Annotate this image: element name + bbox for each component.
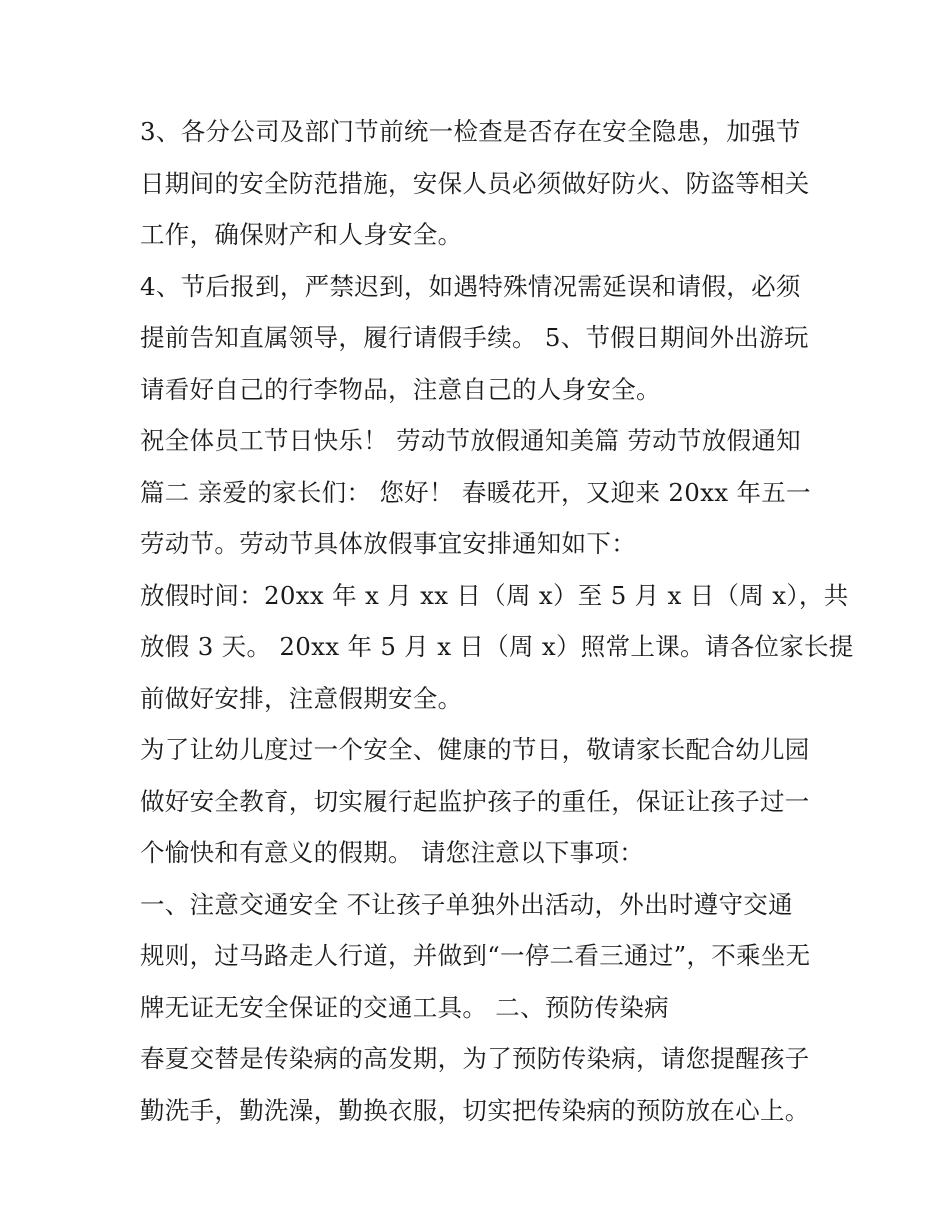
text-line: 放假 3 天。 20xx 年 5 月 x 日（周 x）照常上课。请各位家长提 [140, 632, 854, 661]
text-line: 日期间的安全防范措施，安保人员必须做好防火、防盗等相关 [140, 168, 810, 198]
text-line: 勤洗手，勤洗澡，勤换衣服，切实把传染病的预防放在心上。 [140, 1095, 810, 1125]
text-line: 3、各分公司及部门节前统一检查是否存在安全隐患，加强节 [140, 117, 801, 146]
text-line: 一、注意交通安全 不让孩子单独外出活动，外出时遵守交通 [140, 889, 793, 919]
text-line: 劳动节。劳动节具体放假事宜安排通知如下： [140, 529, 636, 558]
text-line: 牌无证无安全保证的交通工具。 二、预防传染病 [140, 992, 669, 1022]
text-line: 工作，确保财产和人身安全。 [140, 220, 463, 249]
text-line: 提前告知直属领导，履行请假手续。 5、节假日期间外出游玩 [140, 323, 809, 352]
text-line: 规则，过马路走人行道，并做到“一停二看三通过”，不乘坐无 [140, 941, 811, 970]
text-line: 做好安全教育，切实履行起监护孩子的重任，保证让孩子过一 [140, 786, 810, 816]
text-line: 个愉快和有意义的假期。 请您注意以下事项： [140, 838, 645, 867]
text-line: 篇二 亲爱的家长们： 您好！ 春暖花开，又迎来 20xx 年五一 [140, 477, 811, 507]
text-line: 放假时间：20xx 年 x 月 xx 日（周 x）至 5 月 x 日（周 x），共 [140, 580, 849, 610]
text-line: 为了让幼儿度过一个安全、健康的节日，敬请家长配合幼儿园 [140, 735, 810, 764]
text-line: 4、节后报到，严禁迟到，如遇特殊情况需延误和请假，必须 [140, 271, 801, 301]
text-line: 祝全体员工节日快乐！ 劳动节放假通知美篇 劳动节放假通知 [140, 426, 801, 455]
text-line: 请看好自己的行李物品，注意自己的人身安全。 [140, 374, 661, 404]
document-page [140, 106, 854, 1136]
text-line: 春夏交替是传染病的高发期，为了预防传染病，请您提醒孩子 [140, 1044, 810, 1073]
text-line: 前做好安排，注意假期安全。 [140, 683, 463, 713]
